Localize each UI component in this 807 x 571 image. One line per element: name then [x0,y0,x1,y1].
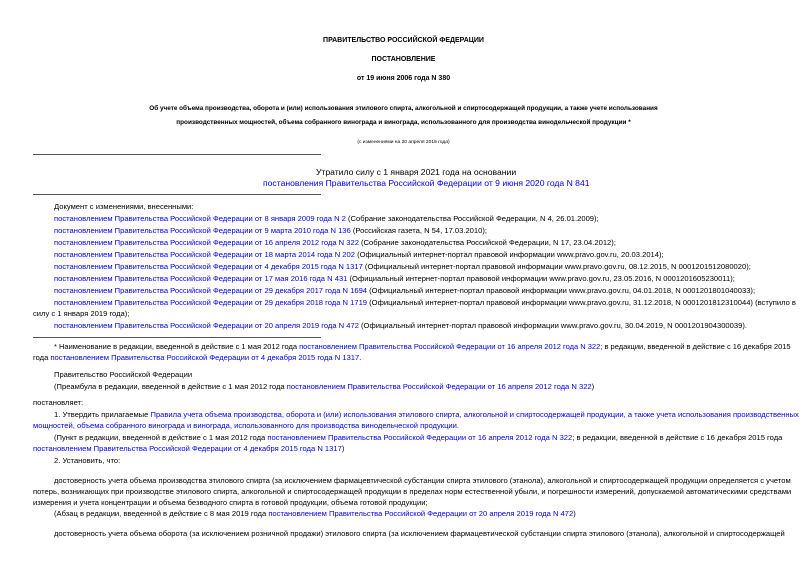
repeal-link[interactable]: постановления Правительства Российской Федерации от 9 июня 2020 года N 841 [263,178,590,188]
list-item: постановлением Правительства Российской Федерации от 9 марта 2010 года N 136 (Российская газета, N 54, 17.03.2010); [54,226,487,235]
government-heading: ПРАВИТЕЛЬСТВО РОССИЙСКОЙ ФЕДЕРАЦИИ [323,37,484,44]
amendment-link[interactable]: постановлением Правительства Российской Федерации от 17 мая 2016 года N 431 [54,274,348,283]
paragraph-1-note-link-1[interactable]: постановлением Правительства Российской Федерации от 16 апреля 2012 года N 322 [267,433,573,442]
preamble-note: (Преамбула в редакции, введенной в действие с 1 мая 2012 года постановлением Правительства Российской Федерации от 16 апреля 2012 года N 322) [54,382,595,391]
paragraph-3-line-3: измерения и учета концентрации и объема безводного спирта в готовой продукции, объема готовой продукции; [33,498,428,507]
paragraph-4-line-1: достоверность учета объема оборота (за исключением розничной продажи) этилового спирта (за исключением фармацевтической субстанции спирта этилового (этанола), алкогольной и спиртосодержащей [54,529,785,538]
amended-note: (с изменениями на 20 апреля 2019 года) [357,140,450,145]
list-item: постановлением Правительства Российской Федерации от 20 апреля 2019 года N 472 (Официальный интернет-портал правовой информации www.pravo.gov.ru, 30.04.2019, N 0001201904300039). [54,321,747,330]
amendment-link[interactable]: постановлением Правительства Российской Федерации от 8 января 2009 года N 2 [54,214,346,223]
document-type: ПОСТАНОВЛЕНИЕ [371,56,436,63]
amendment-link[interactable]: постановлением Правительства Российской Федерации от 20 апреля 2019 года N 472 [54,321,359,330]
repeal-note: Утратило силу с 1 января 2021 года на основании [316,167,517,177]
paragraph-3-note-link[interactable]: постановлением Правительства Российской Федерации от 20 апреля 2019 года N 472 [268,509,574,518]
divider [33,154,321,155]
list-item: постановлением Правительства Российской Федерации от 8 января 2009 года N 2 (Собрание законодательства Российской Федерации, N 4, 26.01.2009); [54,214,599,223]
divider [33,194,321,195]
divider [33,337,321,338]
paragraph-1-note-line-1: (Пункт в редакции, введенной в действие с 1 мая 2012 года постановлением Правительства Российской Федерации от 16 апреля 2012 года N 322; в редакции, введенной в действие с 16 декабря 2015 года [54,433,783,442]
footnote-link-1[interactable]: постановлением Правительства Российской Федерации от 16 апреля 2012 года N 322 [299,342,601,351]
list-item: постановлением Правительства Российской Федерации от 29 декабря 2017 года N 1694 (Официальный интернет-портал правовой информации www.pravo.gov.ru, 04.01.2018, N 0001201801040033); [54,286,756,295]
changes-intro: Документ с изменениями, внесенными: [54,202,194,211]
paragraph-1-note-line-2: постановлением Правительства Российской Федерации от 4 декабря 2015 года N 1317) [33,444,345,453]
paragraph-1-note-link-2[interactable]: постановлением Правительства Российской Федерации от 4 декабря 2015 года N 1317 [33,444,342,453]
footnote-link-2[interactable]: постановлением Правительства Российской Федерации от 4 декабря 2015 года N 1317 [50,353,360,362]
amendment-link[interactable]: постановлением Правительства Российской Федерации от 9 марта 2010 года N 136 [54,226,351,235]
list-item: постановлением Правительства Российской Федерации от 4 декабря 2015 года N 1317 (Официальный интернет-портал правовой информации www.pravo.gov.ru, 08.12.2015, N 0001201512080020); [54,262,751,271]
footnote-line-2: года постановлением Правительства Российской Федерации от 4 декабря 2015 года N 1317. [33,353,362,362]
footnote-line-1: * Наименование в редакции, введенной в действие с 1 мая 2012 года постановлением Правительства Российской Федерации от 16 апреля 2012 года N 322; в редакции, введенной в действие с 16 декабря 2015 [54,342,791,351]
rules-link-continued[interactable]: мощностей, объема собранного винограда и винограда, использованного для производства винодельческой продукции [33,421,457,430]
list-item-continuation: силу с 1 января 2019 года); [33,309,130,318]
paragraph-2: 2. Установить, что: [54,456,121,465]
paragraph-1-line-2: мощностей, объема собранного винограда и винограда, использованного для производства винодельческой продукции. [33,421,460,430]
preamble-government: Правительство Российской Федерации [54,370,193,379]
document-date-number: от 19 июня 2006 года N 380 [356,75,451,82]
document-title-line-2: производственных мощностей, объема собранного винограда и винограда, использованного для производства винодельческой продукции * [176,119,631,126]
list-item: постановлением Правительства Российской Федерации от 29 декабря 2018 года N 1719 (Официальный интернет-портал правовой информации www.pravo.gov.ru, 31.12.2018, N 0001201812310044) (вступило в [54,298,796,307]
amendment-link[interactable]: постановлением Правительства Российской Федерации от 18 марта 2014 года N 202 [54,250,355,259]
amendment-link[interactable]: постановлением Правительства Российской Федерации от 29 декабря 2017 года N 1694 [54,286,368,295]
paragraph-1-line-1: 1. Утвердить прилагаемые Правила учета объема производства, оборота и (или) использования этилового спирта, алкогольной и спиртосодержащей продукции, а также учета использования производственных [54,410,799,419]
list-item: постановлением Правительства Российской Федерации от 17 мая 2016 года N 431 (Официальный интернет-портал правовой информации www.pravo.gov.ru, 23.05.2016, N 0001201605230011); [54,274,735,283]
amendment-link[interactable]: постановлением Правительства Российской Федерации от 29 декабря 2018 года N 1719 [54,298,368,307]
preamble-note-link[interactable]: постановлением Правительства Российской Федерации от 16 апреля 2012 года N 322 [286,382,592,391]
paragraph-3-line-2: потерь, возникающих при производстве этилового спирта, алкогольной и спиртосодержащей продукции в пределах норм естественной убыли, и погрешности измерений, допускаемой автоматическими средствами [33,487,792,496]
rules-link[interactable]: Правила учета объема производства, оборота и (или) использования этилового спирта, алкогольной и спиртосодержащей продукции, а также учета использования производственных [150,410,799,419]
document-title-line-1: Об учете объема производства, оборота и (или) использования этилового спирта, алкогольной и спиртосодержащей продукции, а также учете использования [149,105,658,112]
list-item: постановлением Правительства Российской Федерации от 18 марта 2014 года N 202 (Официальный интернет-портал правовой информации www.pravo.gov.ru, 20.03.2014); [54,250,664,259]
decree-word: постановляет: [33,398,84,407]
amendment-link[interactable]: постановлением Правительства Российской Федерации от 4 декабря 2015 года N 1317 [54,262,363,271]
amendment-link[interactable]: постановлением Правительства Российской Федерации от 16 апреля 2012 года N 322 [54,238,359,247]
list-item: постановлением Правительства Российской Федерации от 16 апреля 2012 года N 322 (Собрание законодательства Российской Федерации, N 17, 23.04.2012); [54,238,616,247]
paragraph-3-line-1: достоверность учета объема производства этилового спирта (за исключением фармацевтической субстанции спирта этилового (этанола), алкогольной и спиртосодержащей продукции определяется с учетом [54,476,791,485]
paragraph-3-note: (Абзац в редакции, введенной в действие с 8 мая 2019 года постановлением Правительства Российской Федерации от 20 апреля 2019 года N 472) [54,509,576,518]
